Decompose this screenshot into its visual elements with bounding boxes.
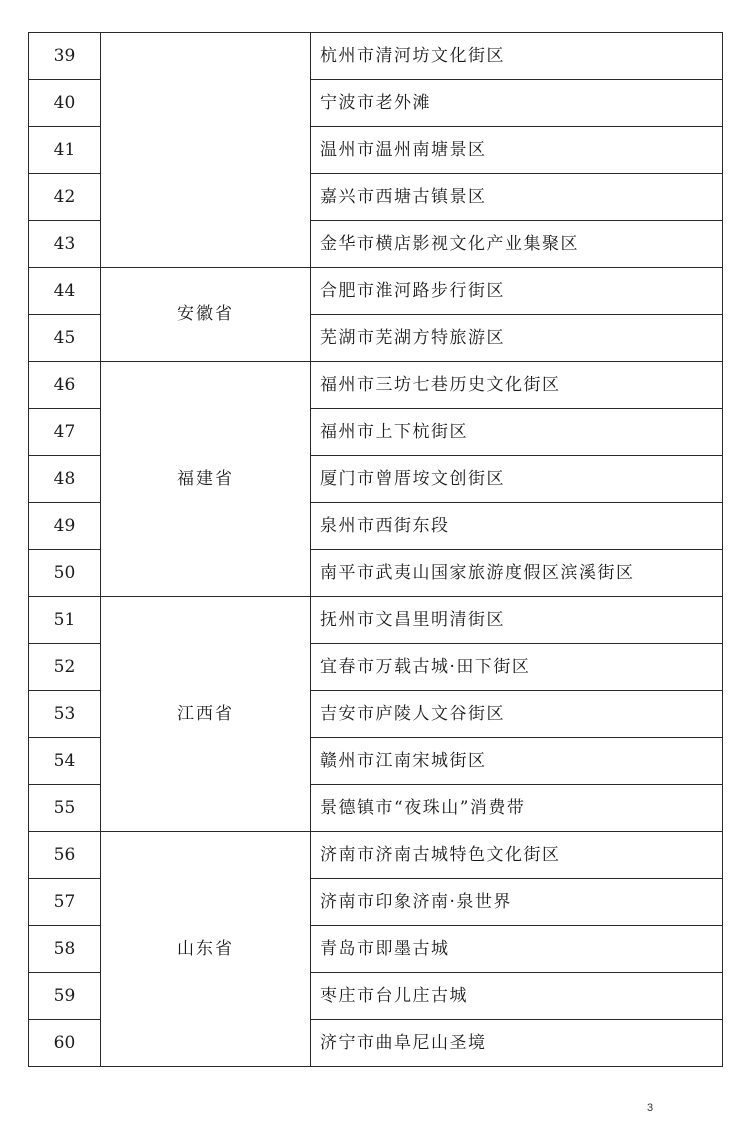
area-name: 宜春市万载古城·田下街区 <box>311 644 723 691</box>
area-name: 福州市三坊七巷历史文化街区 <box>311 362 723 409</box>
row-number: 57 <box>29 879 101 926</box>
area-name: 枣庄市台儿庄古城 <box>311 973 723 1020</box>
table-row <box>29 362 723 409</box>
page-number: 3 <box>647 1102 654 1114</box>
area-name: 赣州市江南宋城街区 <box>311 738 723 785</box>
row-number: 52 <box>29 644 101 691</box>
row-number: 45 <box>29 315 101 362</box>
area-name: 福州市上下杭街区 <box>311 409 723 456</box>
row-number: 58 <box>29 926 101 973</box>
row-number: 40 <box>29 80 101 127</box>
area-name: 金华市横店影视文化产业集聚区 <box>311 221 723 268</box>
row-number: 51 <box>29 597 101 644</box>
table-row <box>29 832 723 879</box>
area-name: 青岛市即墨古城 <box>311 926 723 973</box>
row-number: 48 <box>29 456 101 503</box>
area-name: 南平市武夷山国家旅游度假区滨溪街区 <box>311 550 723 597</box>
area-name: 宁波市老外滩 <box>311 80 723 127</box>
area-name: 温州市温州南塘景区 <box>311 127 723 174</box>
table-row <box>29 33 723 80</box>
area-name: 济南市印象济南·泉世界 <box>311 879 723 926</box>
area-name: 吉安市庐陵人文谷街区 <box>311 691 723 738</box>
row-number: 42 <box>29 174 101 221</box>
row-number: 39 <box>29 33 101 80</box>
province-cell: 福建省 <box>101 362 311 597</box>
row-number: 41 <box>29 127 101 174</box>
area-name: 厦门市曾厝垵文创街区 <box>311 456 723 503</box>
province-cell <box>101 33 311 268</box>
province-cell: 安徽省 <box>101 268 311 362</box>
row-number: 54 <box>29 738 101 785</box>
table-row <box>29 597 723 644</box>
row-number: 47 <box>29 409 101 456</box>
table-row <box>29 268 723 315</box>
area-name: 合肥市淮河路步行街区 <box>311 268 723 315</box>
area-name: 济南市济南古城特色文化街区 <box>311 832 723 879</box>
area-name: 抚州市文昌里明清街区 <box>311 597 723 644</box>
row-number: 44 <box>29 268 101 315</box>
row-number: 53 <box>29 691 101 738</box>
scenic-areas-table <box>28 32 723 1067</box>
row-number: 60 <box>29 1020 101 1067</box>
area-name: 景德镇市“夜珠山”消费带 <box>311 785 723 832</box>
row-number: 50 <box>29 550 101 597</box>
province-cell: 江西省 <box>101 597 311 832</box>
row-number: 46 <box>29 362 101 409</box>
area-name: 济宁市曲阜尼山圣境 <box>311 1020 723 1067</box>
province-cell: 山东省 <box>101 832 311 1067</box>
row-number: 59 <box>29 973 101 1020</box>
row-number: 55 <box>29 785 101 832</box>
row-number: 49 <box>29 503 101 550</box>
area-name: 杭州市清河坊文化街区 <box>311 33 723 80</box>
row-number: 43 <box>29 221 101 268</box>
area-name: 泉州市西街东段 <box>311 503 723 550</box>
row-number: 56 <box>29 832 101 879</box>
area-name: 芜湖市芜湖方特旅游区 <box>311 315 723 362</box>
area-name: 嘉兴市西塘古镇景区 <box>311 174 723 221</box>
